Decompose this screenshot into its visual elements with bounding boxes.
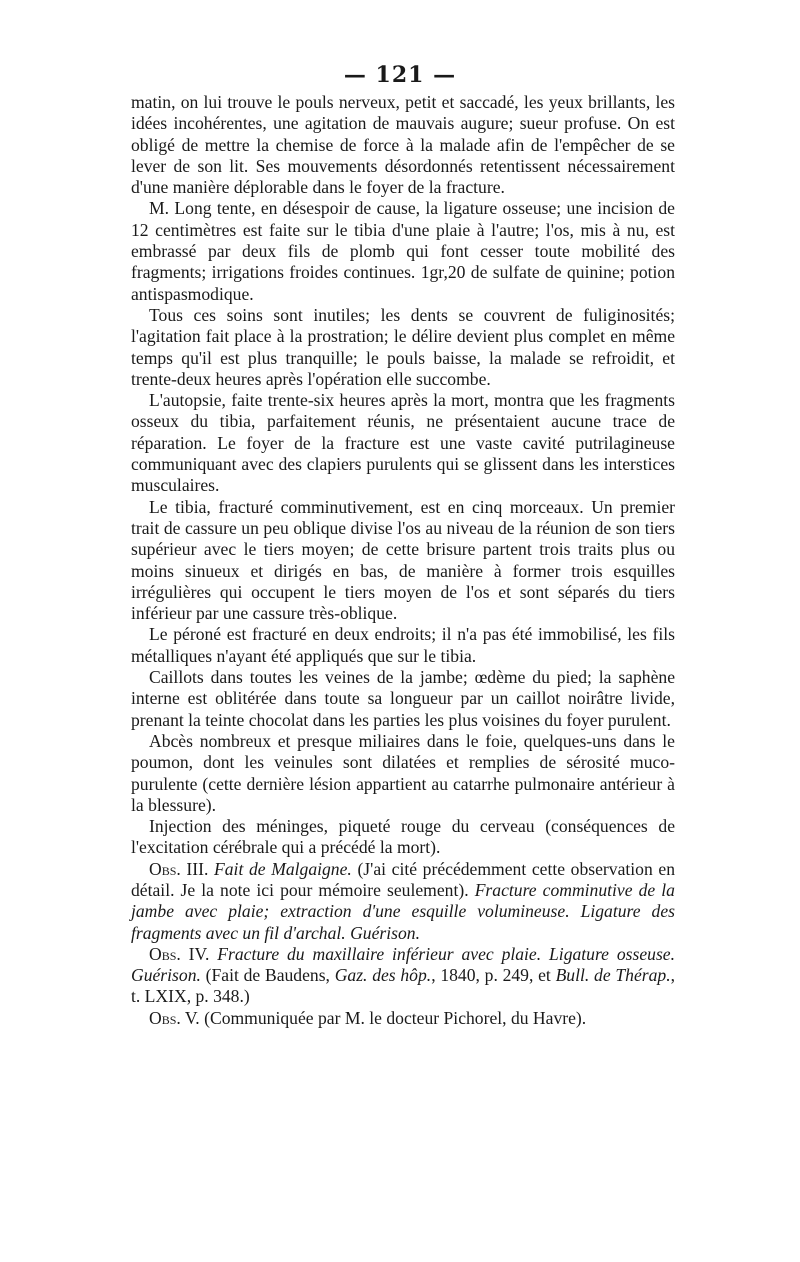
observation-4	[131, 944, 675, 1008]
paragraph-5: Le tibia, fracturé comminutivement, est en cinq morceaux. Un premier trait de cassure un peu oblique divise l'os au niveau de la réunion de son tiers supérieur avec le tiers moyen; de cette brisure partent trois traits plus ou moins sinueux et dirigés en bas, de manière à former trois esquilles irrégulières qui occupent le tiers moyen de l'os et sont séparés du tiers inférieur par une cassure très-oblique.	[131, 496, 675, 624]
body-text	[131, 92, 675, 1029]
obs4-title: Fracture du maxillaire inférieur avec plaie. Ligature osseuse. Guérison.	[131, 943, 676, 986]
obs4-label: Obs. IV.	[149, 943, 210, 964]
paragraph-3: Tous ces soins sont inutiles; les dents se couvrent de fuliginosités; l'agitation fait place à la prostration; le délire devient plus complet en même temps qu'il est plus tranquille; le pouls baisse, la malade se refroidit, et trente-deux heures après l'opération elle succombe.	[131, 304, 675, 389]
obs3-body: (J'ai cité précédemment cette observation en détail. Je la note ici pour mémoire seulement).	[131, 858, 675, 900]
paragraph-2: M. Long tente, en désespoir de cause, la ligature osseuse; une incision de 12 centimètres est faite sur le tibia d'une plaie à l'autre; l'os, mis à nu, est embrassé par deux fils de plomb qui font cesser toute mobilité des fragments; irrigations froides continues. 1gr,20 de sulfate de quinine; potion antispasmodique.	[131, 198, 675, 304]
obs5-label: Obs. V.	[149, 1007, 200, 1028]
obs4-ref-mid: , 1840, p. 249, et	[431, 965, 551, 986]
paragraph-8: Abcès nombreux et presque miliaires dans le foie, quelques-uns dans le poumon, dont les veinules sont dilatées et remplies de sérosité muco-purulente (cette dernière lésion appartient au catarrhe pulmonaire antérieur à la blessure).	[131, 730, 675, 815]
obs3-title: Fait de Malgaigne.	[214, 858, 352, 879]
obs3-label: Obs. III.	[149, 858, 209, 879]
obs4-journal-2: Bull. de Thérap.	[555, 965, 671, 986]
obs3-summary: Fracture comminutive de la jambe avec plaie; extraction d'une esquille volumineuse. Ligature des fragments avec un fil d'archal. Guérison.	[131, 879, 675, 943]
observation-5	[131, 1008, 675, 1029]
paragraph-6: Le péroné est fracturé en deux endroits; il n'a pas été immobilisé, les fils métalliques n'ayant été appliqués que sur le tibia.	[131, 624, 675, 666]
obs4-journal-1: Gaz. des hôp.	[334, 965, 432, 986]
paragraph-9: Injection des méninges, piqueté rouge du cerveau (conséquences de l'excitation cérébrale qui a précédé la mort).	[131, 816, 675, 858]
paragraph-7: Caillots dans toutes les veines de la jambe; œdème du pied; la saphène interne est oblitérée dans toute sa longueur par un caillot noirâtre livide, prenant la teinte chocolat dans les parties les plus voisines du foyer purulent.	[131, 667, 675, 730]
observation-3	[131, 859, 675, 944]
obs4-ref-intro: (Fait de Baudens,	[205, 965, 330, 986]
page-number: — 121 —	[343, 62, 457, 88]
paragraph-4: L'autopsie, faite trente-six heures après la mort, montra que les fragments osseux du tibia, parfaitement réunis, ne présentaient aucune trace de réparation. Le foyer de la fracture est une vaste cavité putrilagineuse communiquant avec des clapiers purulents qui se glissent dans les interstices musculaires.	[131, 390, 675, 496]
obs4-ref-end: , t. LXIX, p. 348.)	[131, 965, 676, 1007]
obs5-body: (Communiquée par M. le docteur Pichorel, du Havre).	[204, 1007, 587, 1028]
paragraph-1: matin, on lui trouve le pouls nerveux, petit et saccadé, les yeux brillants, les idées incohérentes, une agitation de mauvais augure; sueur profuse. On est obligé de mettre la chemise de force à la malade afin de l'empêcher de se lever de son lit. Ses mouvements désordonnés retentissent nécessairement d'une manière déplorable dans le foyer de la fracture.	[131, 92, 675, 198]
